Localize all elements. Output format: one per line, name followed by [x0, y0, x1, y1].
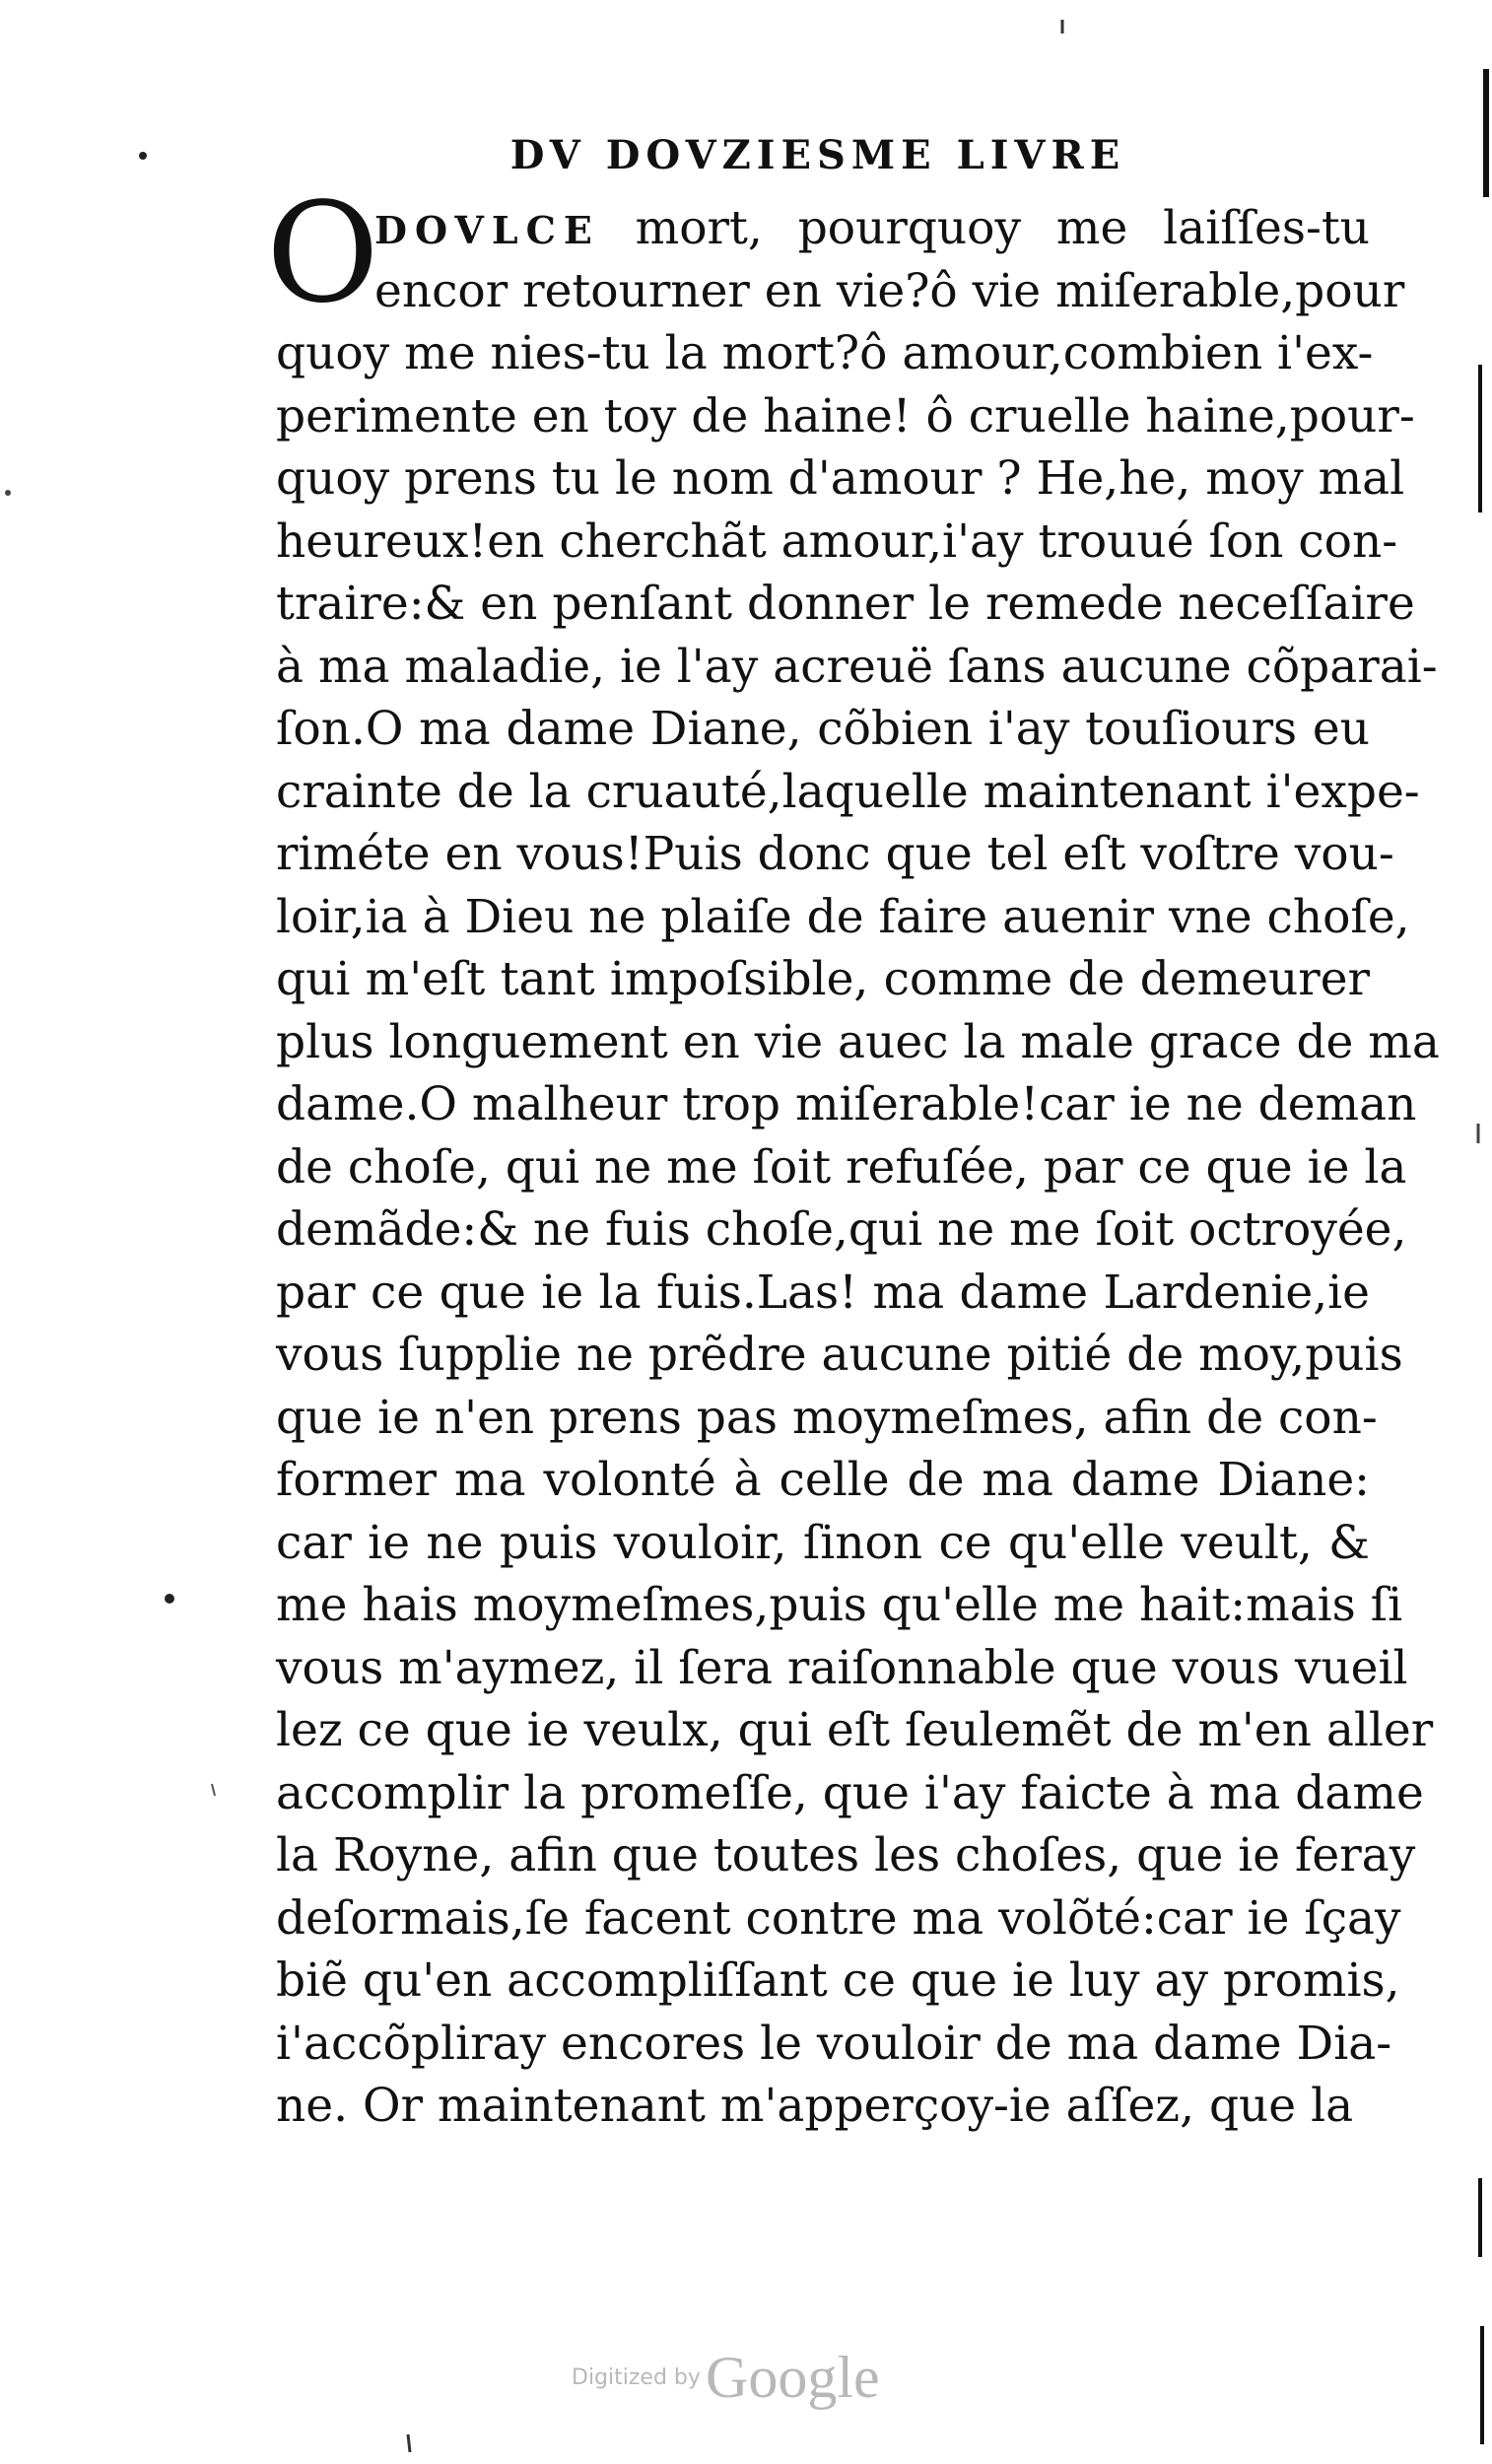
digitization-watermark	[572, 2344, 966, 2412]
scan-mark	[408, 2434, 410, 2452]
drop-cap: O	[266, 173, 379, 334]
scan-speck	[5, 490, 11, 496]
text-line: vous ſupplie ne prẽdre aucune pitié de moy,puis	[276, 1328, 1403, 1382]
scan-mark	[212, 1784, 215, 1796]
text-line: plus longuement en vie auec la male grace de ma	[276, 1014, 1440, 1069]
text-line	[276, 197, 1370, 260]
text-line: riméte en vous!Puis donc que tel eſt voſtre vou-	[276, 827, 1394, 881]
scan-speck	[139, 152, 147, 160]
text-line: demãde:& ne fuis choſe,qui ne me ſoit octroyée,	[276, 1202, 1407, 1257]
text-line: par ce que ie la fuis.Las! ma dame Lardenie,ie	[276, 1265, 1370, 1320]
text-line: loir,ia à Dieu ne plaiſe de faire auenir vne choſe,	[276, 889, 1410, 944]
watermark-prefix: Digitized by	[572, 2365, 701, 2390]
text-line: heureux!en cherchãt amour,i'ay trouué ſon con-	[276, 513, 1398, 569]
text-line: quoy me nies-tu la mort?ô amour,combien i'ex-	[276, 326, 1374, 380]
text-line: qui m'eſt tant impoſsible, comme de demeurer	[276, 952, 1370, 1006]
text-line: de choſe, qui ne me ſoit refuſée, par ce que ie la	[276, 1139, 1407, 1195]
text-line: deſormais,ſe facent contre ma volõté:car ie ſçay	[276, 1890, 1401, 1946]
opening-caps: DOVLCE	[374, 208, 600, 252]
text-line: crainte de la cruauté,laquelle maintenant i'expe-	[276, 764, 1420, 819]
running-head: DV DOVZIESME LIVRE	[509, 132, 1126, 178]
watermark-brand: Google	[706, 2345, 880, 2410]
text-line: traire:& en penſant donner le remede neceſſaire	[276, 577, 1415, 631]
text-line: encor retourner en vie?ô vie miſerable,pour	[374, 263, 1405, 318]
text-line: que ie n'en prens pas moymeſmes, afin de con-	[276, 1390, 1378, 1445]
text-line: accomplir la promeſſe, que i'ay faicte à ma dame	[276, 1765, 1424, 1820]
body-text	[276, 197, 1440, 2138]
text-line: ſon.O ma dame Diane, cõbien i'ay touſiours eu	[276, 702, 1370, 756]
text-line: la Royne, afin que toutes les choſes, que ie feray	[276, 1828, 1416, 1882]
text-line: ne. Or maintenant m'apperçoy-ie aſſez, que la	[276, 2079, 1354, 2133]
text-line: dame.O malheur trop miſerable!car ie ne deman	[276, 1077, 1417, 1131]
text-line: car ie ne puis vouloir, ſinon ce qu'elle veult, &	[276, 1515, 1370, 1570]
text-line: à ma maladie, ie l'ay acreuë ſans aucune cõparai-	[276, 639, 1438, 694]
text-line: biẽ qu'en accompliſſant ce que ie luy ay promis,	[276, 1953, 1400, 2008]
text-line: i'accõpliray encores le vouloir de ma dame Dia-	[276, 2016, 1392, 2071]
text-line: me hais moymeſmes,puis qu'elle me hait:mais ſi	[276, 1578, 1403, 1632]
scan-speck	[165, 1594, 174, 1604]
text-line: lez ce que ie veulx, qui eſt ſeulemẽt de m'en aller	[276, 1703, 1434, 1757]
text-line: former ma volonté à celle de ma dame Diane:	[276, 1453, 1370, 1507]
text-line: quoy prens tu le nom d'amour ? He,he, moy mal	[276, 451, 1405, 506]
text-line: perimente en toy de haine! ô cruelle haine,pour-	[276, 388, 1415, 444]
text-line: vous m'aymez, il ſera raiſonnable que vous vueil	[276, 1640, 1408, 1695]
text-line-content: mort, pourquoy me laiſſes-tu	[599, 201, 1370, 255]
